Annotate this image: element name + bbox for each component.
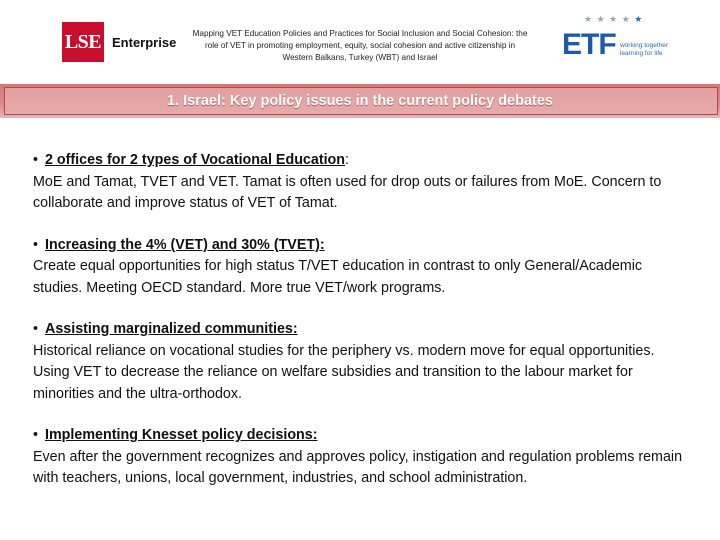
bullet-icon: • — [33, 427, 39, 443]
issue-body: Even after the government recognizes and approves policy, instigation and regulation problems remain with teachers, unions, local government, industries, and school administration. — [33, 448, 683, 486]
issue-heading-text: 2 offices for 2 types of Vocational Education — [45, 152, 346, 168]
etf-logo-text: ETF — [562, 28, 616, 61]
lse-enterprise-label: Enterprise — [112, 34, 177, 50]
bullet-icon: • — [33, 152, 39, 168]
issue-heading — [33, 235, 693, 257]
list-item — [33, 425, 693, 490]
issue-heading-text: Implementing Knesset policy decisions: — [45, 427, 318, 443]
list-item — [33, 150, 693, 215]
issues-list — [33, 150, 693, 490]
issue-heading-text: Assisting marginalized communities: — [45, 321, 298, 337]
issue-heading — [33, 150, 693, 172]
issue-heading — [33, 425, 693, 447]
project-title: Mapping VET Education Policies and Practices for Social Inclusion and Social Cohesion: the role of VET in promoting employment, equity, social cohesion and active citizenship in Western Balkans, Turkey (WBT) and Israel — [192, 29, 528, 62]
issue-heading-suffix: : — [345, 152, 350, 168]
lse-logo-box: LSE — [62, 22, 104, 62]
etf-stars-icon: ★ ★ ★ ★ ★ — [584, 14, 644, 24]
list-item — [33, 319, 693, 405]
issue-body: Historical reliance on vocational studies for the periphery vs. modern move for equal opportunities. Using VET to decrease the reliance on welfare subsidies and transition to the labour market for minorities and the ultra-orthodox. — [33, 342, 655, 402]
etf-logo — [560, 14, 670, 70]
slide-title-bar — [0, 84, 720, 118]
issue-heading — [33, 319, 693, 341]
bullet-icon: • — [33, 321, 39, 337]
etf-tagline: working together learning for life — [620, 42, 669, 57]
lse-enterprise-logo — [62, 22, 176, 62]
issue-body: MoE and Tamat, TVET and VET. Tamat is often used for drop outs or failures from MoE. Concern to collaborate and improve status of VET of Tamat. — [33, 173, 662, 211]
list-item — [33, 235, 693, 300]
issue-heading-text: Increasing the 4% (VET) and 30% (TVET): — [45, 236, 325, 253]
bullet-icon: • — [33, 236, 39, 253]
slide-title: 1. Israel: Key policy issues in the current policy debates — [166, 93, 553, 109]
issue-body: Create equal opportunities for high status T/VET education in contrast to only General/Academic studies. Meeting OECD standard. More true VET/work programs. — [33, 258, 643, 296]
slide-header — [0, 0, 720, 80]
